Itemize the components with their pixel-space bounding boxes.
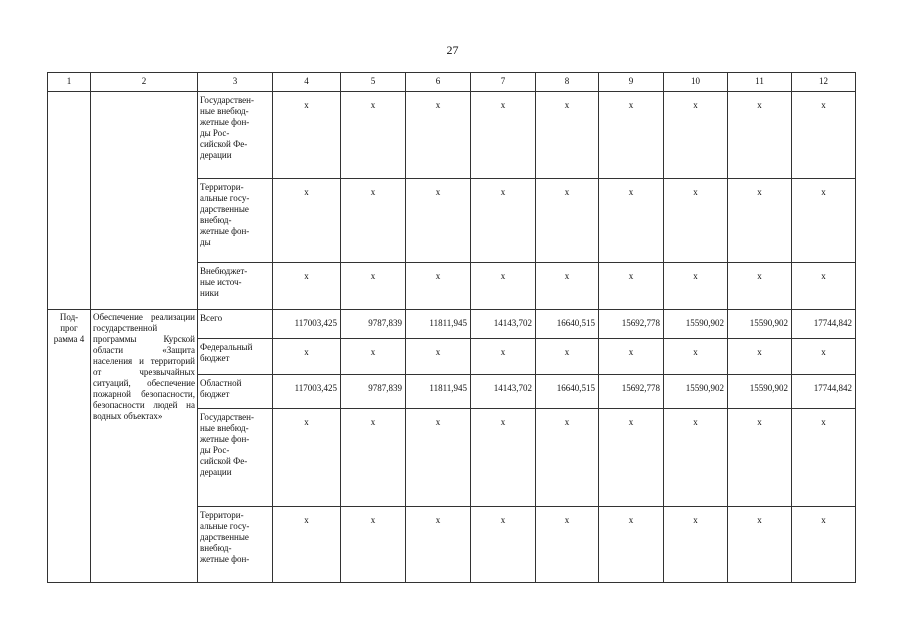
source-label-line: внебюд- (200, 215, 232, 225)
source-label-line: ные внебюд- (200, 423, 249, 433)
source-label-line: жетные фон- (200, 117, 250, 127)
subprogram-code-line: рамма 4 (53, 334, 85, 344)
budget-table-body (48, 73, 856, 583)
subprogram-code (48, 310, 91, 583)
value-cell: x (664, 92, 728, 179)
continuation-code-cell (48, 92, 91, 310)
column-header: 4 (273, 73, 341, 92)
source-label (198, 507, 273, 583)
value-cell: x (599, 339, 664, 375)
value-cell: x (341, 409, 406, 507)
value-cell: x (273, 339, 341, 375)
value-cell: x (599, 92, 664, 179)
subprogram-code-line: Под- (59, 312, 79, 322)
value-cell: x (664, 179, 728, 263)
source-label-line: ды Рос- (200, 445, 230, 455)
value-cell: 9787,839 (341, 310, 406, 339)
value-cell: x (406, 263, 471, 310)
value-cell: x (536, 339, 599, 375)
source-label-line: жетные фон- (200, 226, 250, 236)
value-cell: x (471, 409, 536, 507)
value-cell: 15590,902 (728, 310, 792, 339)
source-label-line: ные источ- (200, 277, 242, 287)
source-label-line: внебюд- (200, 543, 232, 553)
header-row (48, 73, 856, 92)
value-cell: x (471, 507, 536, 583)
value-cell: x (341, 179, 406, 263)
source-label (198, 92, 273, 179)
value-cell: x (536, 92, 599, 179)
value-cell: x (273, 409, 341, 507)
value-cell: x (664, 339, 728, 375)
source-label-line: ды (200, 237, 211, 247)
value-cell: x (792, 179, 856, 263)
value-cell: x (728, 339, 792, 375)
value-cell: x (471, 339, 536, 375)
source-label-line: ные внебюд- (200, 106, 249, 116)
column-header: 2 (91, 73, 198, 92)
source-label (198, 409, 273, 507)
value-cell: x (406, 507, 471, 583)
page-number: 27 (446, 43, 459, 57)
source-label (198, 339, 273, 375)
value-cell: 11811,945 (406, 375, 471, 409)
value-cell: x (536, 507, 599, 583)
value-cell: x (341, 339, 406, 375)
source-label-line: ды Рос- (200, 128, 230, 138)
value-cell: x (273, 92, 341, 179)
value-cell: x (728, 507, 792, 583)
value-cell: x (341, 92, 406, 179)
value-cell: 15692,778 (599, 310, 664, 339)
value-cell: x (273, 507, 341, 583)
budget-table (47, 72, 856, 583)
source-label-line: Федеральный (200, 342, 253, 352)
column-header: 8 (536, 73, 599, 92)
value-cell: x (792, 339, 856, 375)
source-label-line: бюджет (200, 389, 230, 399)
column-header: 10 (664, 73, 728, 92)
source-label-line: жетные фон- (200, 434, 250, 444)
value-cell: x (728, 179, 792, 263)
value-cell: 16640,515 (536, 375, 599, 409)
table-row (48, 92, 856, 179)
subprogram-name: Обеспечение реализации государственной программы Курской области «Защита населения и территорий от чрезвычайных ситуаций, обеспечение пожарной безопасности, безопасности людей на водных объектах» (91, 310, 198, 583)
source-label-line: альные госу- (200, 193, 250, 203)
source-label-line: сийской Фе- (200, 456, 248, 466)
value-cell: x (536, 409, 599, 507)
source-label-line: дарственные (200, 532, 249, 542)
subprogram-code-line: прог (60, 323, 78, 333)
value-cell: x (406, 339, 471, 375)
source-label (198, 263, 273, 310)
source-label: Всего (198, 310, 273, 339)
value-cell: x (341, 263, 406, 310)
value-cell: x (536, 179, 599, 263)
source-label (198, 375, 273, 409)
value-cell: x (273, 179, 341, 263)
source-label-line: жетные фон- (200, 554, 250, 564)
source-label-line: Государствен- (200, 95, 254, 105)
value-cell: x (599, 263, 664, 310)
value-cell: 17744,842 (792, 310, 856, 339)
value-cell: x (792, 507, 856, 583)
value-cell: 15590,902 (664, 310, 728, 339)
value-cell: 117003,425 (273, 375, 341, 409)
value-cell: 9787,839 (341, 375, 406, 409)
column-header: 11 (728, 73, 792, 92)
value-cell: x (406, 92, 471, 179)
column-header: 6 (406, 73, 471, 92)
continuation-name-cell (91, 92, 198, 310)
value-cell: x (471, 92, 536, 179)
value-cell: x (273, 263, 341, 310)
value-cell: 17744,842 (792, 375, 856, 409)
value-cell: 14143,702 (471, 310, 536, 339)
value-cell: 14143,702 (471, 375, 536, 409)
source-label-line: бюджет (200, 353, 230, 363)
column-header: 5 (341, 73, 406, 92)
value-cell: x (792, 92, 856, 179)
value-cell: x (406, 179, 471, 263)
source-label-line: сийской Фе- (200, 139, 248, 149)
value-cell: x (341, 507, 406, 583)
value-cell: x (471, 179, 536, 263)
source-label-line: дерации (200, 467, 232, 477)
value-cell: x (599, 507, 664, 583)
value-cell: 117003,425 (273, 310, 341, 339)
value-cell: x (599, 409, 664, 507)
table-row (48, 310, 856, 339)
source-label-line: Территори- (200, 182, 244, 192)
value-cell: 15590,902 (728, 375, 792, 409)
value-cell: x (599, 179, 664, 263)
value-cell: x (728, 409, 792, 507)
value-cell: 15590,902 (664, 375, 728, 409)
source-label-line: Внебюджет- (200, 266, 248, 276)
column-header: 7 (471, 73, 536, 92)
value-cell: x (728, 92, 792, 179)
column-header: 9 (599, 73, 664, 92)
value-cell: 16640,515 (536, 310, 599, 339)
value-cell: x (536, 263, 599, 310)
value-cell: x (728, 263, 792, 310)
column-header: 3 (198, 73, 273, 92)
column-header: 1 (48, 73, 91, 92)
source-label-line: альные госу- (200, 521, 250, 531)
source-label (198, 179, 273, 263)
value-cell: x (664, 263, 728, 310)
value-cell: x (792, 409, 856, 507)
value-cell: x (406, 409, 471, 507)
source-label-line: Областной (200, 378, 242, 388)
source-label-line: ники (200, 288, 219, 298)
source-label-line: дарственные (200, 204, 249, 214)
value-cell: 11811,945 (406, 310, 471, 339)
source-label-line: Территори- (200, 510, 244, 520)
column-header: 12 (792, 73, 856, 92)
source-label-line: Государствен- (200, 412, 254, 422)
value-cell: x (664, 409, 728, 507)
value-cell: x (471, 263, 536, 310)
source-label-line: дерации (200, 150, 232, 160)
value-cell: x (792, 263, 856, 310)
value-cell: 15692,778 (599, 375, 664, 409)
value-cell: x (664, 507, 728, 583)
